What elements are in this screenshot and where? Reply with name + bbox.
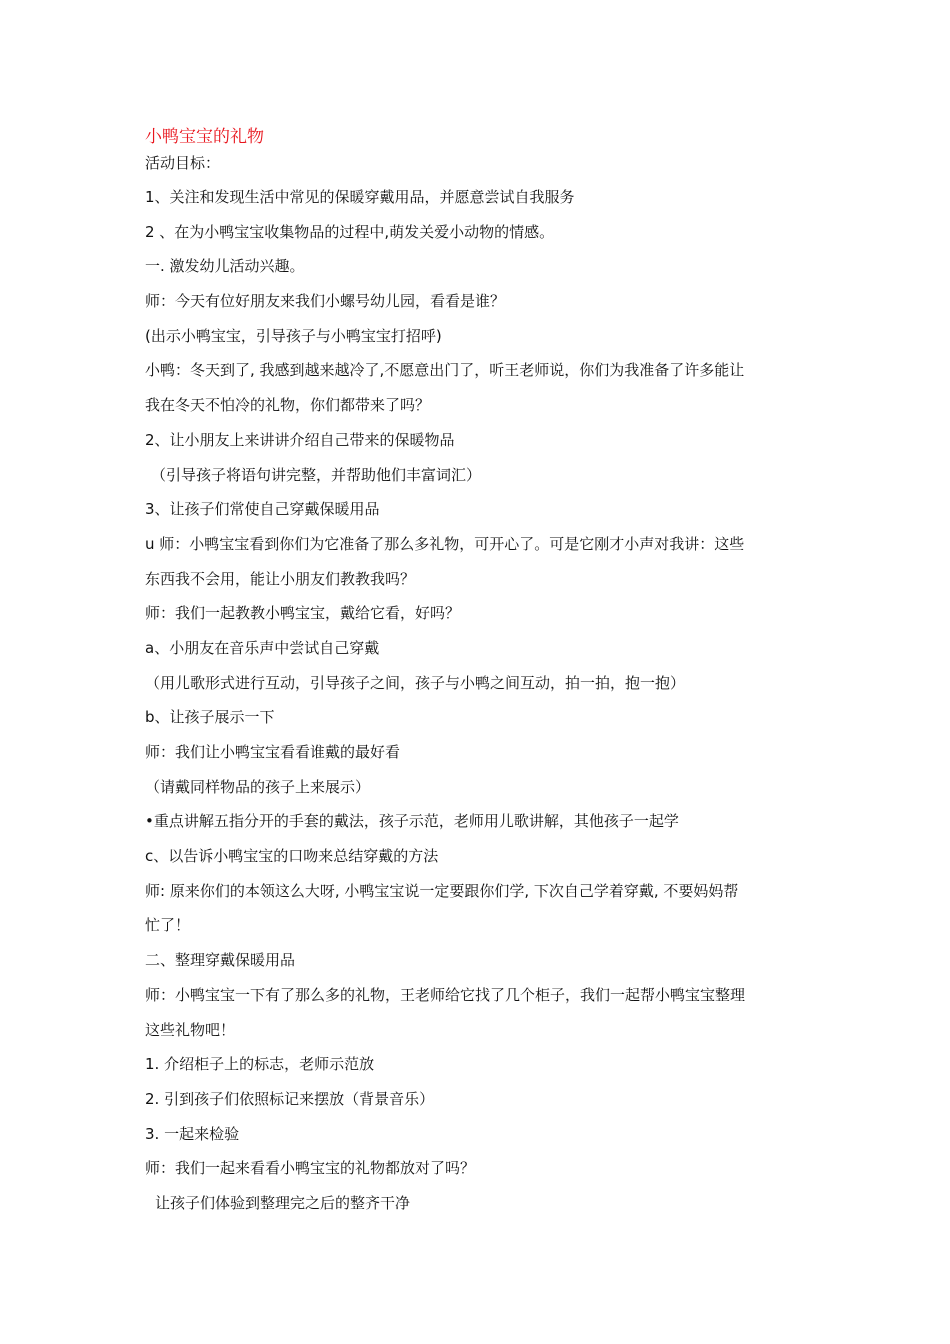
paragraph-line: 2 、在为小鸭宝宝收集物品的过程中,萌发关爱小动物的情感。 <box>145 222 555 241</box>
paragraph-line: u 师：小鸭宝宝看到你们为它准备了那么多礼物，可开心了。可是它刚才小声对我讲：这些 <box>145 534 745 553</box>
paragraph-line: 3、让孩子们常使自己穿戴保暖用品 <box>145 500 380 519</box>
paragraph-line: 师：我们让小鸭宝宝看看谁戴的最好看 <box>145 743 401 761</box>
paragraph-line: b、让孩子展示一下 <box>145 708 275 727</box>
document-title: 小鸭宝宝的礼物 <box>145 127 264 147</box>
paragraph-line: 活动目标： <box>145 154 221 172</box>
document-body <box>145 124 815 1221</box>
paragraph-line: 这些礼物吧！ <box>145 1020 236 1039</box>
paragraph-line: 师：我们一起教教小鸭宝宝，戴给它看，好吗？ <box>145 604 461 623</box>
paragraph-line: (出示小鸭宝宝，引导孩子与小鸭宝宝打招呼) <box>145 326 442 345</box>
paragraph-line: 3. 一起来检验 <box>145 1124 240 1143</box>
paragraph-line: •重点讲解五指分开的手套的戴法，孩子示范，老师用儿歌讲解，其他孩子一起学 <box>145 812 679 831</box>
paragraph-line: 师：我们一起来看看小鸭宝宝的礼物都放对了吗？ <box>145 1159 476 1178</box>
paragraph-line: 1、关注和发现生活中常见的保暖穿戴用品，并愿意尝试自我服务 <box>145 188 575 206</box>
paragraph-line: 师：今天有位好朋友来我们小螺号幼儿园，看看是谁？ <box>145 292 506 311</box>
paragraph-line: 师: 原来你们的本领这么大呀, 小鸭宝宝说一定要跟你们学, 下次自己学着穿戴, 不要妈妈帮 <box>145 881 739 900</box>
paragraph-line: 1. 介绍柜子上的标志，老师示范放 <box>145 1055 375 1074</box>
paragraph-line: （引导孩子将语句讲完整，并帮助他们丰富词汇） <box>151 465 482 484</box>
paragraph-line: 东西我不会用，能让小朋友们教教我吗？ <box>145 569 416 588</box>
paragraph-line: 师：小鸭宝宝一下有了那么多的礼物，王老师给它找了几个柜子，我们一起帮小鸭宝宝整理 <box>145 985 746 1004</box>
section-heading: 一. 激发幼儿活动兴趣。 <box>145 257 305 276</box>
paragraph-line: 小鸭：冬天到了, 我感到越来越冷了,不愿意出门了，听王老师说，你们为我准备了许多能让 <box>145 361 745 380</box>
paragraph-line: 2、让小朋友上来讲讲介绍自己带来的保暖物品 <box>145 430 455 449</box>
section-heading: 二、整理穿戴保暖用品 <box>145 951 296 970</box>
paragraph-line: c、以告诉小鸭宝宝的口吻来总结穿戴的方法 <box>145 847 439 866</box>
paragraph-line: （用儿歌形式进行互动，引导孩子之间，孩子与小鸭之间互动，拍一拍，抱一抱） <box>145 673 686 692</box>
paragraph-line: 2. 引到孩子们依照标记来摆放（背景音乐） <box>145 1089 435 1108</box>
paragraph-line: （请戴同样物品的孩子上来展示） <box>145 777 371 796</box>
paragraph-line: 我在冬天不怕冷的礼物，你们都带来了吗？ <box>145 396 431 415</box>
paragraph-line: a、小朋友在音乐声中尝试自己穿戴 <box>145 638 380 657</box>
paragraph-line: 忙了！ <box>145 916 191 935</box>
paragraph-line: 让孩子们体验到整理完之后的整齐干净 <box>155 1193 411 1212</box>
